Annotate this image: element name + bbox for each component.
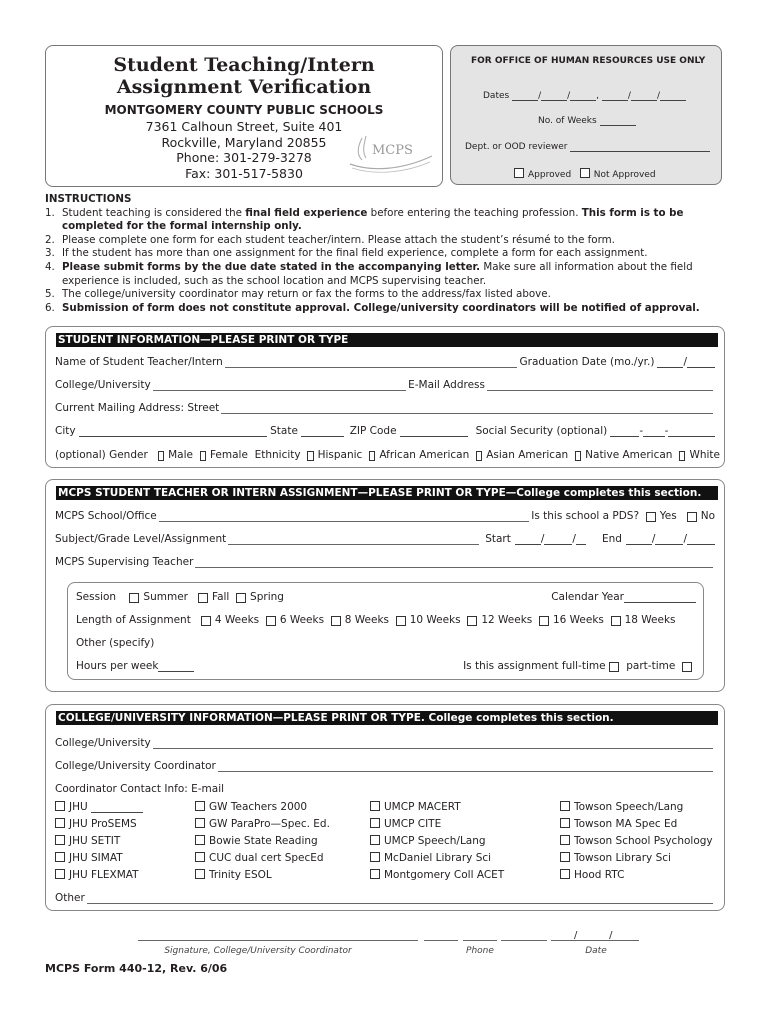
gw-parapro-checkbox[interactable] — [195, 818, 205, 828]
form-title-line1: Student Teaching/Intern — [113, 54, 375, 76]
8-weeks-label: 8 Weeks — [344, 614, 390, 626]
program-umcp-macert: UMCP MACERT — [370, 801, 461, 813]
jhu-checkbox[interactable] — [55, 801, 65, 811]
program-cuc-speced: CUC dual cert SpecEd — [195, 852, 324, 864]
jhu-setit-checkbox[interactable] — [55, 835, 65, 845]
summer-label: Summer — [143, 591, 188, 603]
start-year-field[interactable] — [576, 535, 586, 545]
instruction-5: 5. The college/university coordinator may return or fax the forms to the address/fax listed above. — [45, 288, 551, 301]
email-field[interactable] — [487, 383, 713, 391]
phone-prefix-line[interactable] — [463, 940, 497, 941]
program-mcdaniel: McDaniel Library Sci — [370, 852, 491, 864]
form-title-line2: Assignment Verification — [116, 76, 372, 98]
end-day-field[interactable] — [655, 535, 683, 545]
school-field[interactable] — [159, 514, 529, 522]
12-weeks-label: 12 Weeks — [481, 614, 533, 626]
session-row — [76, 591, 696, 603]
email-label: E-Mail Address — [408, 379, 485, 391]
ethnicity-label: Ethnicity — [254, 449, 301, 461]
program-jhu-prosems: JHU ProSEMS — [55, 818, 137, 830]
umcp-cite-checkbox[interactable] — [370, 818, 380, 828]
subject-field[interactable] — [228, 537, 479, 545]
native-american-checkbox[interactable] — [575, 451, 581, 461]
state-field[interactable] — [301, 427, 344, 437]
college-row — [55, 379, 715, 391]
program-umcp-speech: UMCP Speech/Lang — [370, 835, 486, 847]
subject-label: Subject/Grade Level/Assignment — [55, 533, 227, 545]
hr-title: FOR OFFICE OF HUMAN RESOURCES USE ONLY — [471, 56, 706, 66]
towson-library-checkbox[interactable] — [560, 852, 570, 862]
instruction-4: 4. Please submit forms by the due date stated in the accompanying letter. Make sure all information about the field experience is included, such as the school location and MCPS supervising teacher. — [45, 260, 693, 287]
african-american-checkbox[interactable] — [369, 451, 375, 461]
bowie-reading-checkbox[interactable] — [195, 835, 205, 845]
mailing-row — [55, 402, 715, 414]
towson-ma-checkbox[interactable] — [560, 818, 570, 828]
fall-label: Fall — [212, 591, 230, 603]
program-gw-teachers: GW Teachers 2000 — [195, 801, 307, 813]
10-weeks-label: 10 Weeks — [409, 614, 461, 626]
instruction-1: 1. Student teaching is considered the final field experience before entering the teaching profession. This form is to be completed for the formal internship only. — [45, 206, 684, 233]
college-name-row — [55, 737, 715, 749]
calendar-year-field[interactable] — [624, 593, 696, 603]
male-checkbox[interactable] — [158, 451, 164, 461]
coordinator-label: College/University Coordinator — [55, 760, 216, 772]
other-specify-row — [76, 637, 696, 649]
mc-acet-checkbox[interactable] — [370, 869, 380, 879]
student-info-bar: STUDENT INFORMATION—PLEASE PRINT OR TYPE — [56, 333, 718, 347]
fulltime-label: Is this assignment full-time — [463, 660, 606, 672]
fall-checkbox[interactable] — [198, 593, 208, 603]
college-label: College/University — [55, 379, 151, 391]
start-label: Start — [485, 533, 511, 545]
student-name-label: Name of Student Teacher/Intern — [55, 356, 223, 368]
asian-american-checkbox[interactable] — [476, 451, 482, 461]
parttime-checkbox[interactable] — [682, 662, 692, 672]
end-label: End — [601, 533, 622, 545]
program-trinity-esol: Trinity ESOL — [195, 869, 272, 881]
program-bowie-reading: Bowie State Reading — [195, 835, 318, 847]
school-label: MCPS School/Office — [55, 510, 157, 522]
instruction-3: 3. If the student has more than one assignment for the final field experience, complete a form for each assignment. — [45, 247, 648, 260]
mcps-logo — [342, 128, 437, 178]
signature-label: Signature, College/University Coordinator — [164, 946, 352, 956]
other-specify-label: Other (specify) — [76, 637, 155, 649]
date-slashes: / / — [574, 930, 613, 941]
supervisor-row — [55, 556, 715, 568]
approved-checkbox[interactable] — [514, 168, 524, 178]
8-weeks-checkbox[interactable] — [331, 616, 341, 626]
college-field[interactable] — [153, 383, 406, 391]
program-towson-ma: Towson MA Spec Ed — [560, 818, 677, 830]
coordinator-row — [55, 760, 715, 772]
towson-speech-checkbox[interactable] — [560, 801, 570, 811]
signature-line[interactable] — [138, 940, 418, 941]
student-name-row: Name of Student Teacher/Intern Graduation Date (mo./yr.) / — [55, 356, 715, 368]
gw-teachers-checkbox[interactable] — [195, 801, 205, 811]
12-weeks-checkbox[interactable] — [467, 616, 477, 626]
grad-date-label: Graduation Date (mo./yr.) — [519, 356, 655, 368]
phone-number-line[interactable] — [501, 940, 547, 941]
pds-no-checkbox[interactable] — [687, 512, 697, 522]
session-label: Session — [76, 591, 117, 603]
college-name-field[interactable] — [153, 741, 713, 749]
ssn-field-2[interactable] — [643, 427, 664, 437]
umcp-macert-checkbox[interactable] — [370, 801, 380, 811]
start-day-field[interactable] — [544, 535, 572, 545]
ssn-label: Social Security (optional) — [475, 425, 608, 437]
white-label: White — [689, 449, 720, 461]
length-label: Length of Assignment — [76, 614, 191, 626]
college-bar: COLLEGE/UNIVERSITY INFORMATION—PLEASE PRINT OR TYPE. College completes this section. — [56, 711, 718, 725]
16-weeks-checkbox[interactable] — [539, 616, 549, 626]
instructions-title: INSTRUCTIONS — [45, 193, 132, 205]
zip-field[interactable] — [400, 427, 468, 437]
program-umcp-cite: UMCP CITE — [370, 818, 441, 830]
program-towson-library: Towson Library Sci — [560, 852, 671, 864]
gender-label: (optional) Gender — [55, 449, 148, 461]
program-jhu-flexmat: JHU FLEXMAT — [55, 869, 139, 881]
college-name-label: College/University — [55, 737, 151, 749]
hr-reviewer: Dept. or OOD reviewer — [465, 142, 710, 152]
mailing-label: Current Mailing Address: Street — [55, 402, 220, 414]
parttime-label: part-time — [626, 660, 676, 672]
city-field[interactable] — [79, 427, 268, 437]
4-weeks-label: 4 Weeks — [214, 614, 260, 626]
summer-checkbox[interactable] — [129, 593, 139, 603]
svg-text:MCPS: MCPS — [372, 143, 413, 158]
6-weeks-label: 6 Weeks — [279, 614, 325, 626]
program-jhu: JHU — [55, 801, 143, 813]
assignment-bar: MCPS STUDENT TEACHER OR INTERN ASSIGNMENT—PLEASE PRINT OR TYPE—College completes this section. — [56, 486, 718, 500]
coordinator-field[interactable] — [218, 764, 713, 772]
hr-office-box — [450, 45, 722, 185]
date-label: Date — [585, 946, 607, 956]
trinity-esol-checkbox[interactable] — [195, 869, 205, 879]
pds-yes-checkbox[interactable] — [646, 512, 656, 522]
college-other-field[interactable] — [87, 896, 713, 904]
10-weeks-checkbox[interactable] — [396, 616, 406, 626]
zip-label: ZIP Code — [349, 425, 397, 437]
hr-weeks: No. of Weeks — [538, 116, 636, 126]
address-line2: Rockville, Maryland 20855 — [161, 135, 327, 150]
jhu-simat-checkbox[interactable] — [55, 852, 65, 862]
program-gw-parapro: GW ParaPro—Spec. Ed. — [195, 818, 330, 830]
fulltime-checkbox[interactable] — [609, 662, 619, 672]
program-jhu-setit: JHU SETIT — [55, 835, 120, 847]
towson-psych-checkbox[interactable] — [560, 835, 570, 845]
asian-american-label: Asian American — [486, 449, 569, 461]
phone-area-line[interactable] — [424, 940, 458, 941]
mailing-street-field[interactable] — [221, 406, 713, 414]
start-month-field[interactable] — [515, 535, 541, 545]
grad-month-field[interactable] — [657, 358, 683, 368]
fax-line: Fax: 301-517-5830 — [185, 166, 303, 181]
18-weeks-label: 18 Weeks — [624, 614, 676, 626]
female-checkbox[interactable] — [200, 451, 206, 461]
supervisor-label: MCPS Supervising Teacher — [55, 556, 194, 568]
gender-row — [55, 449, 720, 461]
contact-label: Coordinator Contact Info: E-mail — [55, 783, 225, 795]
grad-year-field[interactable] — [687, 358, 715, 368]
native-american-label: Native American — [585, 449, 673, 461]
hispanic-label: Hispanic — [317, 449, 363, 461]
not-approved-checkbox[interactable] — [580, 168, 590, 178]
instruction-2: 2. Please complete one form for each student teacher/intern. Please attach the student’s résumé to the form. — [45, 233, 615, 246]
hours-field[interactable] — [158, 662, 194, 672]
phone-label: Phone — [466, 946, 494, 956]
hr-dates: Dates / / , / / — [483, 91, 686, 101]
female-label: Female — [209, 449, 248, 461]
city-row: City State ZIP Code Social Security (optional) - - — [55, 425, 715, 437]
16-weeks-label: 16 Weeks — [552, 614, 604, 626]
city-label: City — [55, 425, 76, 437]
hours-row — [76, 660, 696, 672]
program-towson-speech: Towson Speech/Lang — [560, 801, 683, 813]
umcp-speech-checkbox[interactable] — [370, 835, 380, 845]
length-row — [76, 614, 696, 626]
jhu-prosems-checkbox[interactable] — [55, 818, 65, 828]
header-box — [45, 45, 443, 187]
hr-approval: Approved Not Approved — [514, 168, 656, 180]
18-weeks-checkbox[interactable] — [611, 616, 621, 626]
school-row — [55, 510, 715, 522]
male-label: Male — [168, 449, 193, 461]
spring-checkbox[interactable] — [236, 593, 246, 603]
college-other-label: Other — [55, 892, 85, 904]
calendar-year-label: Calendar Year — [551, 591, 624, 603]
program-hood-rtc: Hood RTC — [560, 869, 624, 881]
program-towson-psych: Towson School Psychology — [560, 835, 713, 847]
college-other-row — [55, 892, 715, 904]
spring-label: Spring — [250, 591, 284, 603]
org-name: MONTGOMERY COUNTY PUBLIC SCHOOLS — [104, 103, 384, 117]
subject-row: Subject/Grade Level/Assignment Start / / End / / — [55, 533, 715, 545]
program-mc-acet: Montgomery Coll ACET — [370, 869, 504, 881]
ssn-field-3[interactable] — [668, 427, 715, 437]
hours-label: Hours per week — [76, 660, 159, 672]
4-weeks-checkbox[interactable] — [201, 616, 211, 626]
end-month-field[interactable] — [626, 535, 652, 545]
phone-line: Phone: 301-279-3278 — [176, 150, 312, 165]
cuc-speced-checkbox[interactable] — [195, 852, 205, 862]
form-number: MCPS Form 440-12, Rev. 6/06 — [45, 962, 228, 975]
6-weeks-checkbox[interactable] — [266, 616, 276, 626]
student-name-field[interactable] — [225, 360, 518, 368]
jhu-field[interactable] — [91, 803, 143, 813]
hood-rtc-checkbox[interactable] — [560, 869, 570, 879]
pds-label: Is this school a PDS? — [531, 510, 640, 522]
contact-row — [55, 783, 715, 795]
white-checkbox[interactable] — [679, 451, 685, 461]
african-american-label: African American — [379, 449, 470, 461]
mcdaniel-checkbox[interactable] — [370, 852, 380, 862]
student-info-section — [45, 326, 725, 468]
pds-yes-label: Yes — [659, 510, 677, 522]
address-line1: 7361 Calhoun Street, Suite 401 — [145, 119, 343, 134]
end-year-field[interactable] — [687, 535, 715, 545]
ssn-field-1[interactable] — [610, 427, 639, 437]
state-label: State — [270, 425, 298, 437]
instructions — [45, 193, 727, 315]
instruction-6: 6. Submission of form does not constitute approval. College/university coordinators will be notified of approval. — [45, 301, 700, 314]
supervisor-field[interactable] — [195, 560, 713, 568]
hispanic-checkbox[interactable] — [307, 451, 313, 461]
jhu-flexmat-checkbox[interactable] — [55, 869, 65, 879]
pds-no-label: No — [700, 510, 715, 522]
program-jhu-simat: JHU SIMAT — [55, 852, 123, 864]
